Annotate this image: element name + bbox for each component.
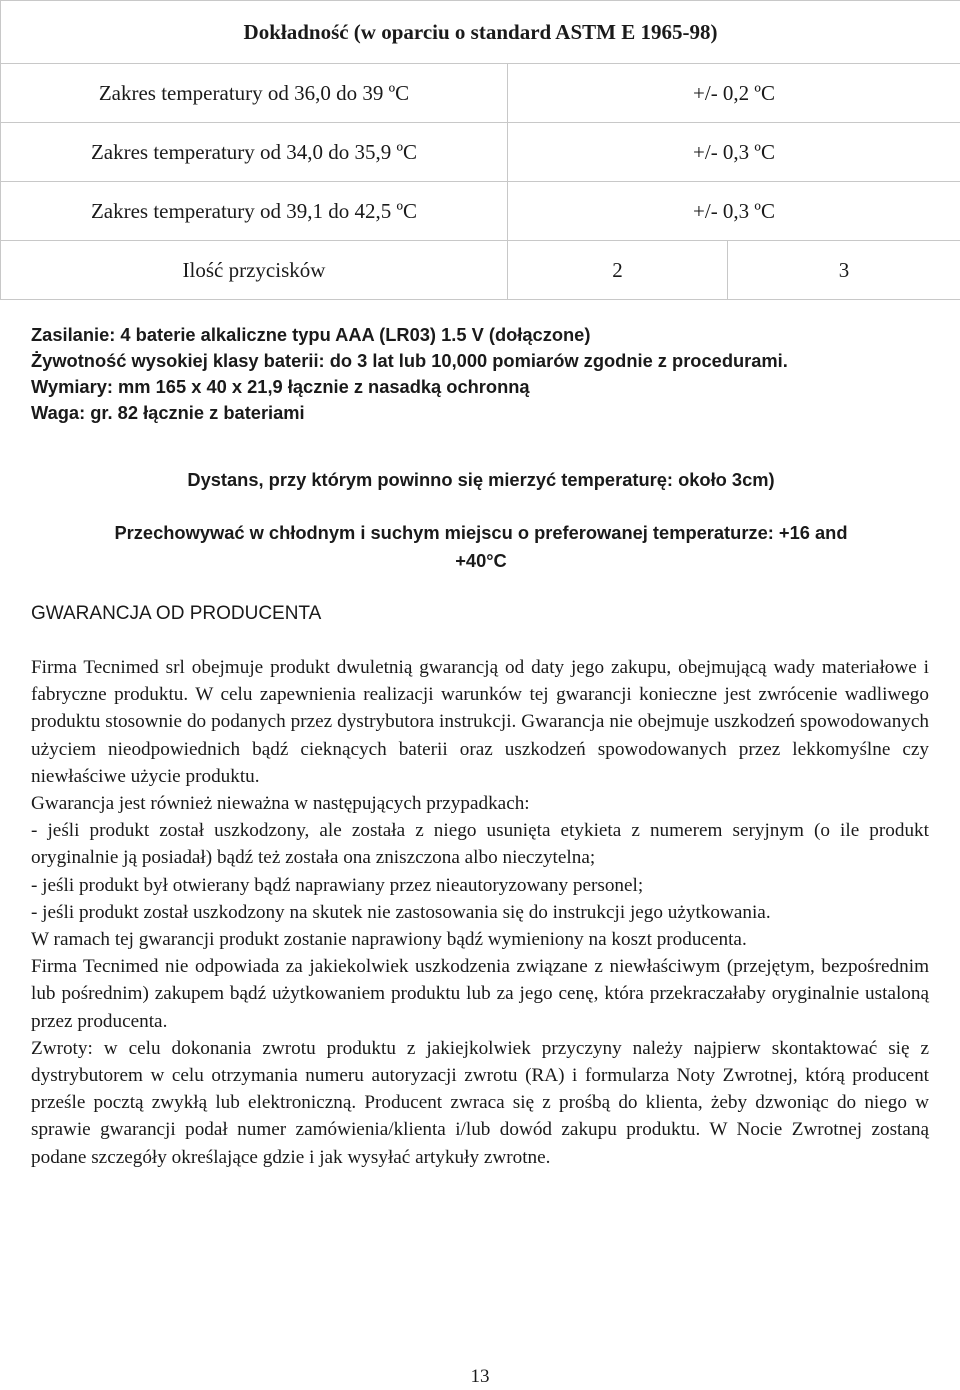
warranty-heading: GWARANCJA OD PRODUCENTA xyxy=(31,603,322,624)
range-label: Zakres temperatury od 34,0 do 35,9 ºC xyxy=(1,123,508,182)
liability-note: Firma Tecnimed nie odpowiada za jakiekolwiek uszkodzenia związane z niewłaściwym (przejętym, bezpośrednim lub pośrednim) zakupem bądź użytkowaniem produktu lub za jego cenę, która przekraczałaby oryginalnie ustaloną przez producenta. xyxy=(31,956,929,1032)
range-accuracy: +/- 0,2 ºC xyxy=(508,64,960,123)
range-label: Zakres temperatury od 39,1 do 42,5 ºC xyxy=(1,182,508,241)
range-accuracy: +/- 0,3 ºC xyxy=(508,123,960,182)
page-number: 13 xyxy=(470,1366,490,1387)
buttons-count-value-a: 2 xyxy=(508,241,728,300)
power-supply-line: Zasilanie: 4 baterie alkaliczne typu AAA (LR03) 1.5 V (dołączone) xyxy=(31,324,591,345)
warranty-body xyxy=(31,654,929,1171)
accuracy-table-title: Dokładność (w oparciu o standard ASTM E 1965-98) xyxy=(1,1,960,64)
table-row xyxy=(1,64,960,123)
dimensions-line: Wymiary: mm 165 x 40 x 21,9 łącznie z nasadką ochronną xyxy=(31,376,530,397)
buttons-count-label: Ilość przycisków xyxy=(1,241,508,300)
battery-life-line: Żywotność wysokiej klasy baterii: do 3 lat lub 10,000 pomiarów zgodnie z procedurami. xyxy=(31,350,788,371)
invalid-case: - jeśli produkt był otwierany bądź naprawiany przez nieautoryzowany personel; xyxy=(31,874,644,896)
distance-note: Dystans, przy którym powinno się mierzyć temperaturę: około 3cm) xyxy=(187,469,775,490)
range-accuracy: +/- 0,3 ºC xyxy=(508,182,960,241)
table-row xyxy=(1,182,960,241)
storage-note-line2: +40°C xyxy=(455,550,507,571)
weight-line: Waga: gr. 82 łącznie z bateriami xyxy=(31,402,305,423)
table-row xyxy=(1,241,960,300)
buttons-count-value-b: 3 xyxy=(728,241,960,300)
power-specs xyxy=(31,322,931,426)
range-label: Zakres temperatury od 36,0 do 39 ºC xyxy=(1,64,508,123)
table-row xyxy=(1,123,960,182)
storage-note-line1: Przechowywać w chłodnym i suchym miejscu o preferowanej temperaturze: +16 and xyxy=(114,522,848,543)
warranty-paragraph: Firma Tecnimed srl obejmuje produkt dwuletnią gwarancją od daty jego zakupu, obejmującą wady materiałowe i fabryczne produktu. W celu zapewnienia realizacji warunków tej gwarancji konieczne jest zwrócenie wadliwego produktu stosownie do podanych przez dystrybutora instrukcji. Gwarancja nie obejmuje uszkodzeń spowodowanych użyciem nieodpowiednich bądź cieknących baterii oraz uszkodzeń spowodowanych przez lekkomyślne czy niewłaściwe użycie produktu. xyxy=(31,657,929,787)
accuracy-table xyxy=(0,0,960,300)
returns-note: Zwroty: w celu dokonania zwrotu produktu z jakiejkolwiek przyczyny należy najpierw skontaktować się z dystrybutorem w celu otrzymania numeru autoryzacji zwrotu (RA) i formularza Noty Zwrotnej, którą producent prześle pocztą zwykłą lub elektroniczną. Producent zwraca się z prośbą do klienta, żeby dzwoniąc do niego w sprawie gwarancji podał numer zamówienia/klienta i/lub dowód zakupu produktu. W Nocie Zwrotnej zostaną podane szczegóły określające gdzie i jak wysyłać artykuły zwrotne. xyxy=(31,1037,929,1168)
repair-note: W ramach tej gwarancji produkt zostanie naprawiony bądź wymieniony na koszt producenta. xyxy=(31,929,747,951)
invalid-case: - jeśli produkt został uszkodzony, ale została z niego usunięta etykieta z numerem seryjnym (o ile produkt oryginalnie ją posiadał) bądź też została ona zniszczona albo nieczytelna; xyxy=(31,820,929,869)
invalid-intro: Gwarancja jest również nieważna w następujących przypadkach: xyxy=(31,793,530,815)
invalid-case: - jeśli produkt został uszkodzony na skutek nie zastosowania się do instrukcji jego użytkowania. xyxy=(31,901,771,923)
